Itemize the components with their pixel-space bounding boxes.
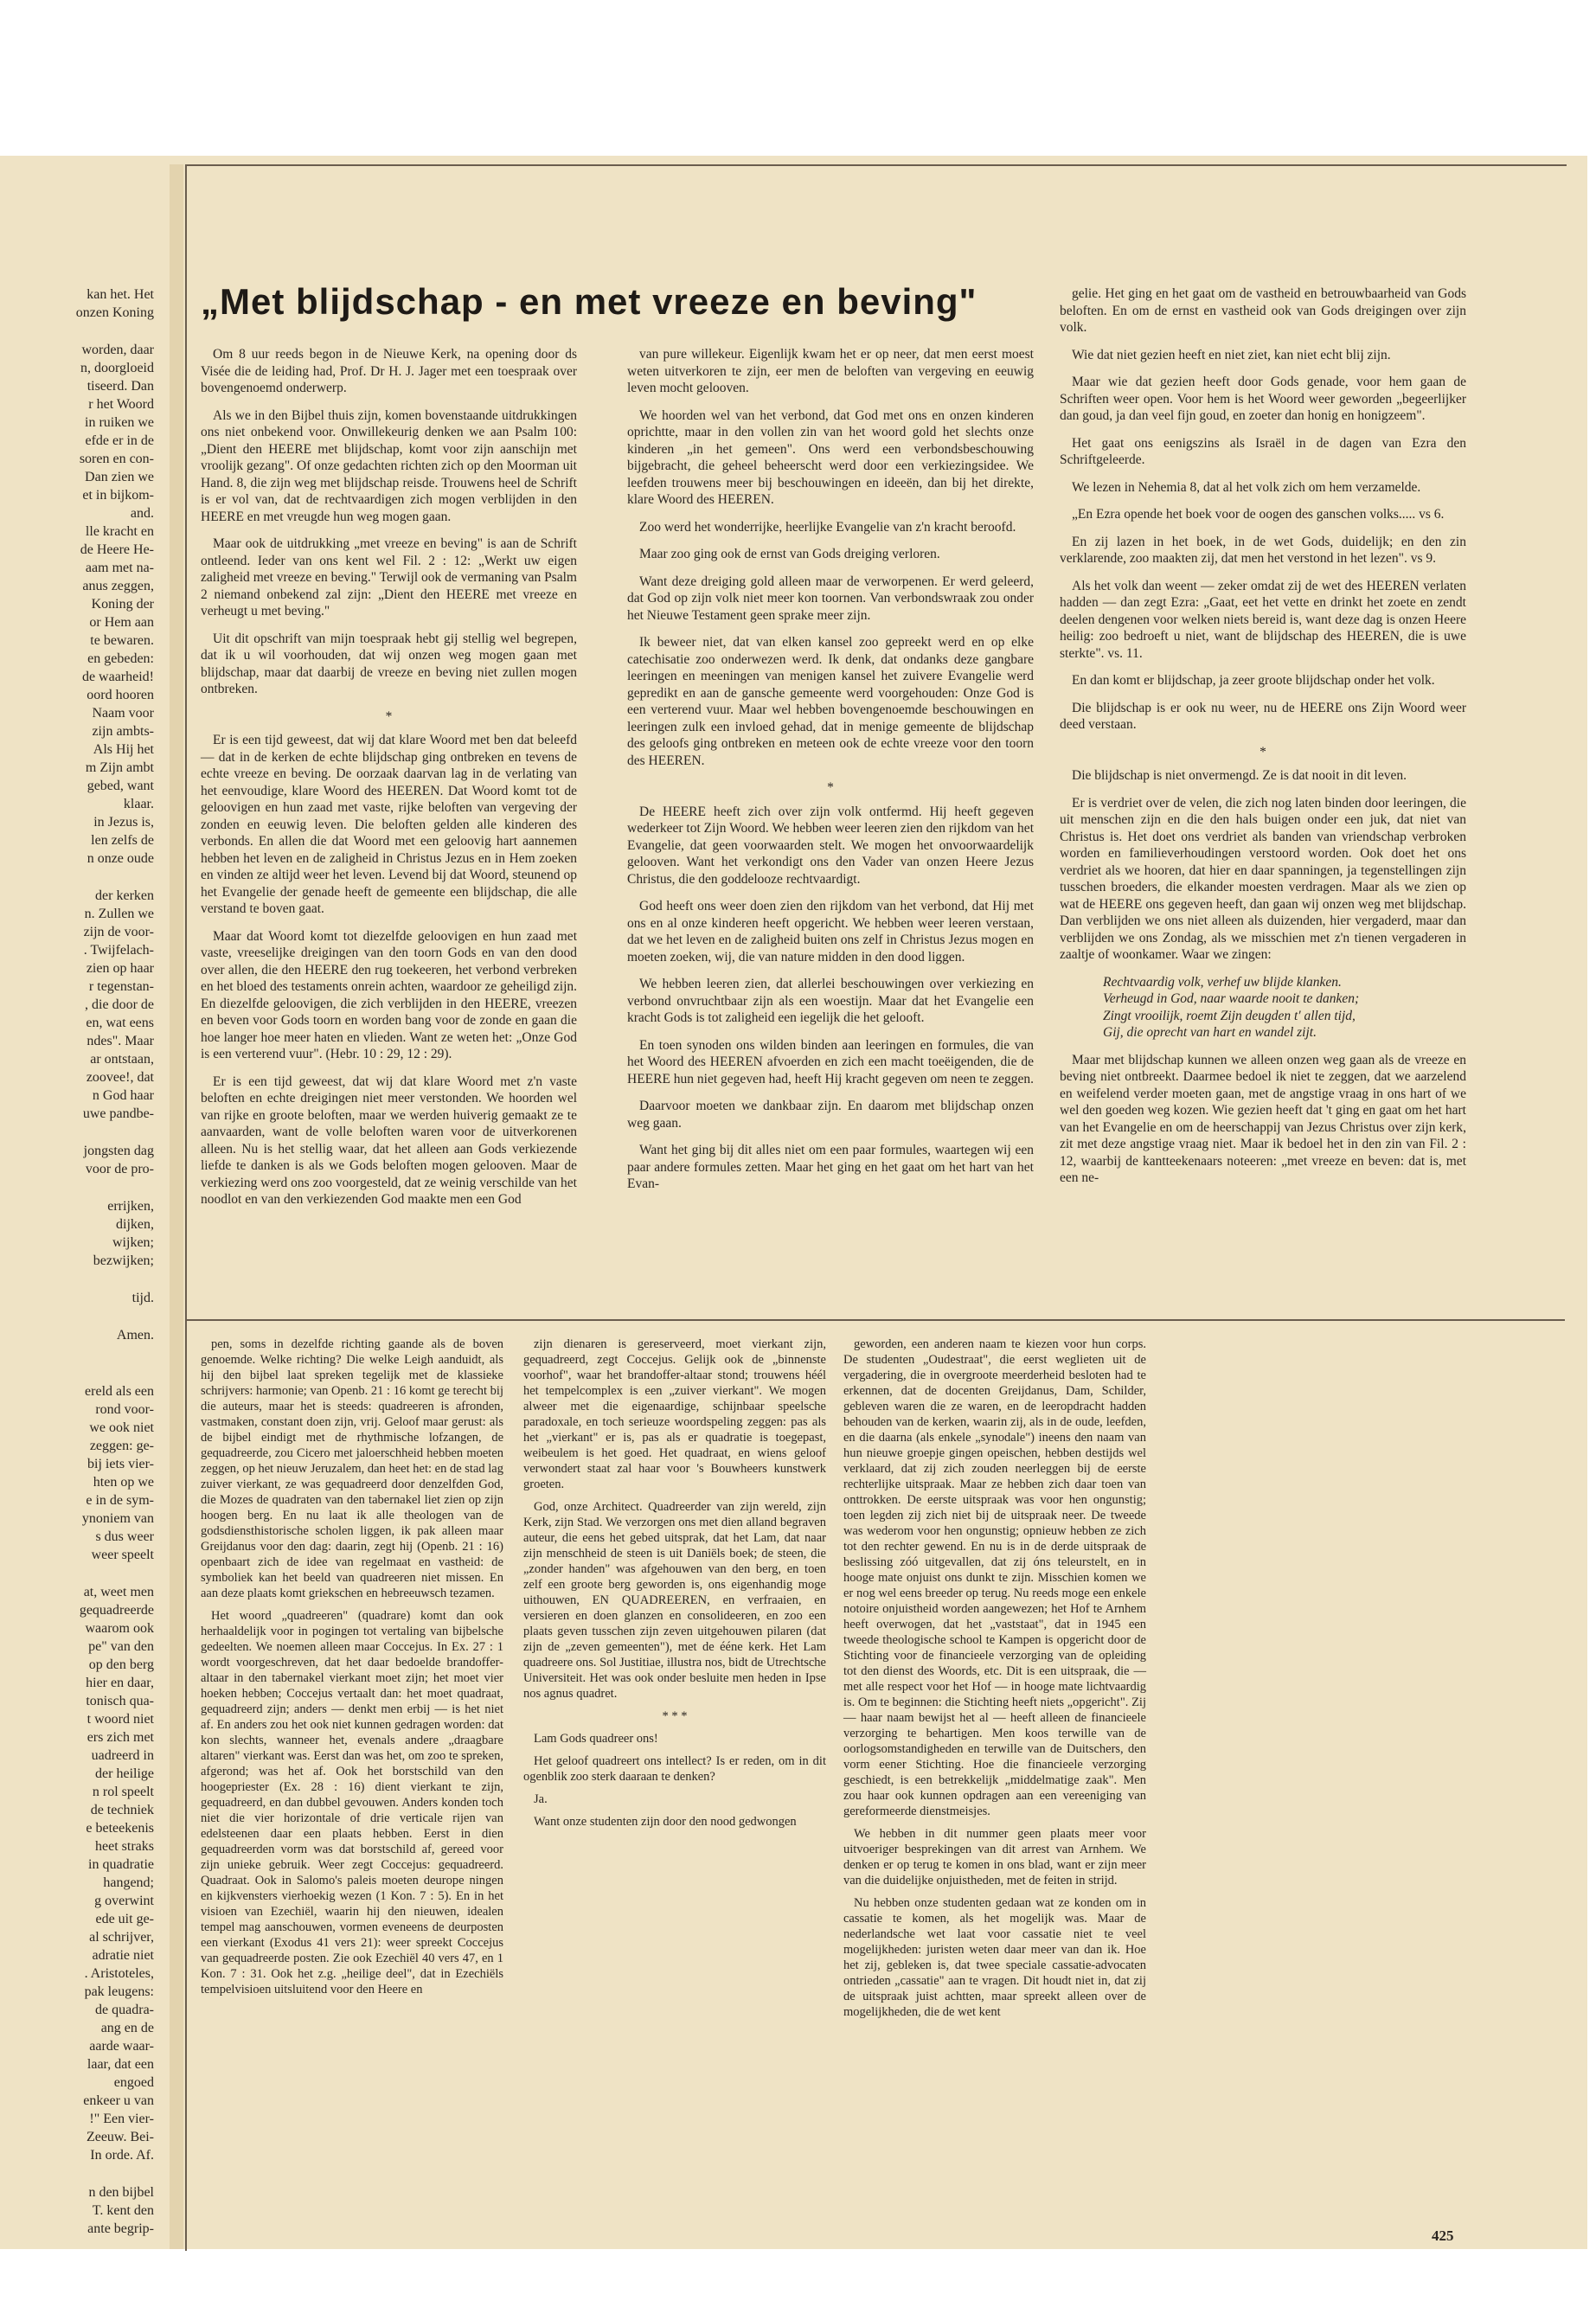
page-number: 425 — [1432, 2227, 1454, 2244]
paragraph: gelie. Het ging en het gaat om de vastheid en betrouwbaarheid van Gods beloften. En om de ernst en vastheid ook van Gods dreigingen over zijn volk. — [1060, 286, 1466, 335]
fragment-line: at, weet men — [83, 1585, 154, 1599]
fragment-line: Amen. — [116, 1328, 154, 1343]
fragment-line: we ook niet — [89, 1420, 154, 1435]
fragment-line: worden, daar — [81, 343, 154, 357]
fragment-line: pe" van den — [88, 1639, 154, 1654]
fragment-line: r tegenstan- — [88, 979, 154, 994]
fragment-line: errijken, — [107, 1199, 154, 1214]
section-separator: * * * — [662, 1709, 688, 1723]
section-separator: * — [385, 708, 393, 724]
fragment-line: voor de pro- — [85, 1162, 154, 1176]
fragment-line: n den bijbel — [88, 2185, 154, 2200]
fragment-line: ynoniem van — [81, 1511, 154, 1526]
paragraph: Lam Gods quadreer ons! — [534, 1732, 658, 1746]
fragment-line: jongsten dag — [83, 1144, 154, 1158]
fragment-line: e beteekenis — [86, 1821, 154, 1836]
fragment-line: in quadratie — [88, 1857, 154, 1872]
fragment-line: en, wat eens — [86, 1016, 154, 1030]
fragment-line: in ruiken we — [85, 415, 154, 430]
fragment-line: de quadra- — [95, 2003, 154, 2017]
paragraph: En dan komt er blijdschap, ja zeer groote blijdschap onder het volk. — [1072, 673, 1435, 688]
section-separator: * — [1259, 744, 1266, 760]
fragment-line: gequadreerde — [79, 1603, 154, 1618]
paragraph: We hebben leeren zien, dat allerlei beschouwingen over verkiezing en verbond onvruchtbaar zijn als een woestijn. Maar dat het Evangelie een kracht Gods is tot zaligheid een iegelijk die het gelooft. — [627, 977, 1034, 1025]
fragment-line: zoovee!, dat — [86, 1070, 154, 1085]
paragraph: Er is verdriet over de velen, die zich nog laten binden door leeringen, die uit menschen zijn en die den hals buigen onder een juk, dat niet van Christus is. Het doet ons verdriet als banden van vriendschap verbroken worden en familieverhoudingen verstoord worden. Ook doet het ons verdriet als we hooren, dat hier en daar spanningen, ja tegenstellingen zijn tusschen broeders, die elkander moesten verdragen. Maar als we zien op wat de HEERE ons gegeven heeft, dan gaan wij onzen weg met blijdschap. Dan verblijden we ons niet alleen als duizenden, hier vergaderd, maar dan verblijden we ons Zondag, als we misschien met z'n tienen vergaderen in zaaltje of woonkamer. Waar we zingen: — [1060, 795, 1466, 962]
article-column-2 — [627, 346, 1034, 1306]
fragment-line: wijken; — [112, 1235, 154, 1250]
fragment-gap — [0, 1307, 154, 1326]
paragraph: Om 8 uur reeds begon in de Nieuwe Kerk, na opening door ds Visée die de leiding had, Prof. Dr H. J. Jager met een toespraak over bovengenoemd onderwerp. — [201, 347, 577, 395]
fragment-line: in Jezus is, — [93, 815, 154, 830]
fragment-gap — [0, 868, 154, 887]
fragment-line: de Heere He- — [80, 542, 154, 557]
fragment-line: efde er in de — [85, 433, 154, 448]
fragment-line: soren en con- — [79, 452, 154, 466]
fragment-line: g overwint — [94, 1894, 154, 1908]
fragment-line: de waarheid! — [81, 670, 154, 684]
fragment-line: and. — [130, 506, 154, 521]
fragment-line: ers zich met — [87, 1730, 154, 1745]
fragment-line: bezwijken; — [93, 1253, 154, 1268]
fragment-line: . Aristoteles, — [84, 1966, 154, 1981]
fragment-line: weer speelt — [91, 1548, 154, 1562]
fragment-line: In orde. Af. — [90, 2148, 154, 2163]
fragment-line: r het Woord — [88, 397, 154, 412]
fragment-line: klaar. — [123, 797, 154, 811]
paragraph: pen, soms in dezelfde richting gaande als de boven genoemde. Welke richting? Die welke Leigh aanduidt, als hij den bijbel laat spreken tegelijk met de klassieke schrijvers: harmonie; van Openb. 21 : 16 komt ge terecht bij die auteurs, maar het is steeds: quadreeren is afronden, vastmaken, constant doen zijn, vrij. Geloof maar gerust: als de bijbel eindigt met de rhythmische lofzangen, de gequadreerde, zou Cicero met jaloerschheid hebben moeten zeggen, op het nieuw Jeruzalem, dan heet het: en de stad lag zuiver vierkant, ze was gequadreerd door denzelfden God, die Mozes de quadraten van den tabernakel liet zien op zijn hoogen berg. En nu laat ik alle theologen van de godsdiensthistorische scholen liggen, ik pak alleen maar Greijdanus voor den dag: daarin, zegt hij (Openb. 21 : 16) openbaart zich de idee van regelmaat en vastheid: de symboliek kan het beeld van quadreeren niet missen. En aan deze plaats komt griekschen en hebreeuwsch tezamen. — [201, 1337, 503, 1600]
fragment-line: tiseerd. Dan — [87, 379, 154, 394]
fragment-line: uwe pandbe- — [82, 1106, 154, 1121]
fragment-line: gebed, want — [87, 779, 154, 793]
fragment-line: ereld als een — [85, 1384, 154, 1399]
fragment-line: de techniek — [90, 1803, 154, 1817]
article-headline: „Met blijdschap - en met vreeze en beving" — [201, 281, 977, 322]
paragraph: God, onze Architect. Quadreerder van zijn wereld, zijn Kerk, zijn Stad. We verzorgen ons met dien alland begraven auteur, die eens het gebed uitsprak, dat het Lam, dat naar zijn menschheid de steen is uit Daniëls boek; de steen, die „zonder handen" was afgehouwen van den berg, en toen zelf een groote berg geworden is, ons eigenhandig moge uithouwen, EN QUADREEREN, en verfraaien, en versieren en doen glanzen en consolideeren, en zoo een plaats geven tusschen zijn zeven uitgehouwen pilaren (dat zijn de „zeven gemeenten"), met de ééne kerk. Het Lam quadreere ons. Sol Justitiae, illustra nos, bidt de Utrechtsche Universiteit. Het was ook onder besluite men heden in Ipse nos agnus quadret. — [523, 1500, 826, 1701]
paragraph: Het woord „quadreeren" (quadrare) komt dan ook herhaaldelijk voor in pogingen tot vertaling van bijbelsche gedeelten. We noemen alleen maar Coccejus. In Ex. 27 : 1 wordt voorgeschreven, dat het daar bedoelde brandoffer-altaar in den tabernakel vierkant moet zijn; het moet vier hoeken hebben; Coccejus vertaalt dan: het moet quadraat, gequadreerd zijn; anders — denkt men erbij — is het niet af. En anders zou het ook niet kunnen gedragen worden: dat kon slechts, wanneer het, evenals andere „draagbare altaren" vierkant was. Eerst dan was het, om zoo te spreken, afgerond; was het af. Ook het borstschild van den hoogepriester (Ex. 28 : 16) dient vierkant te zijn, gequadreerd, en dan dubbel gevouwen. Anders konden toch niet die vier horizontale of drie verticale rijen van edelsteenen daar een plaats hebben. Eerst in dien gequadreerden vorm was dat borstschild af, gereed voor zijn unieke gebruik. Weer zegt Coccejus: gequadreerd. Quadraat. Ook in Salomo's paleis moeten deurope ningen en kijkvensters vierhoekig wezen (1 Kon. 7 : 5). En in het visioen van Ezechiël, waarin hij den nieuwen, idealen tempel mag aanschouwen, vormen eveneens de deurposten een vierkant (Exodus 41 vers 21): weer spreekt Coccejus van gequadreerde posten. Zie ook Ezechiël 40 vers 47, en 1 Kon. 7 : 31. Ook het z.g. „heilige deel", dat in Ezechiëls tempelvisioen uitsluitend voor den Heere en — [201, 1609, 503, 1997]
paragraph: Er is een tijd geweest, dat wij dat klare Woord met z'n vaste beloften en echte dreigingen niet meer verstonden. We hoorden wel van rijke en groote beloften, maar we werden huiverig gemaakt ze te aanvaarden, want de volle beloften waren voor de uitverkorenen alleen. Nu is het stellig waar, dat het alleen aan Gods verkiezende liefde te danken is als we Gods beloften mogen gelooven. Maar de verkiezing werd ons zoo voorgesteld, dat ze weinig verschilde van het noodlot en van den verkiezenden God maakte men een God — [201, 1074, 577, 1207]
fragment-line: rond voor- — [95, 1402, 154, 1417]
fragment-line: der heilige — [95, 1766, 154, 1781]
fragment-line: engoed — [113, 2075, 154, 2090]
paragraph: De HEERE heeft zich over zijn volk ontfermd. Hij heeft gegeven wederkeer tot Zijn Woord. We hebben weer leeren zien den rijkdom van het Evangelie, dat geen voorwaarden stelt. We mogen het onvoorwaardelijk gelooven. Want het verkondigt ons den Vader van onzen Heere Jezus Christus, die den goddelooze rechtvaardigt. — [627, 804, 1034, 887]
fragment-line: n God haar — [92, 1088, 154, 1103]
fragment-line: kan het. Het — [87, 287, 154, 302]
paragraph: Daarvoor moeten we dankbaar zijn. En daarom met blijdschap onzen weg gaan. — [627, 1099, 1034, 1131]
fragment-line: Zeeuw. Bei- — [86, 2130, 154, 2144]
paragraph: Zoo werd het wonderrijke, heerlijke Evangelie van z'n kracht beroofd. — [639, 519, 1016, 535]
paragraph: We hebben in dit nummer geen plaats meer voor uitvoeriger besprekingen van dit arrest van Arnhem. We denken er op terug te komen in ons blad, want er zijn meer van die duidelijke onjuistheden, met de feiten in strijd. — [843, 1827, 1146, 1888]
fragment-line: tonisch qua- — [86, 1694, 154, 1708]
paragraph: Ja. — [534, 1792, 548, 1806]
fragment-line: . Twijfelach- — [83, 943, 154, 958]
fragment-line: hier en daar, — [86, 1676, 154, 1690]
paragraph: Maar ook de uitdrukking „met vreeze en beving" is aan de Schrift ontleend. Ieder van ons kent wel Fil. 2 : 12: „Werkt uw eigen zaligheid met vreeze en beving." Terwijl ook de vermaning van Psalm 2 niemand onbekend zal zijn: „Dient den HEERE met vreeze en verheugt u met beving." — [201, 536, 577, 619]
paragraph: Maar wie dat gezien heeft door Gods genade, voor hem gaan de Schriften weer open. Voor hem is het Woord weer geworden „begeerlijker dan goud, ja dan veel fijn goud, en zoeter dan honig en honigzeem". — [1060, 375, 1466, 423]
fragment-line: hten op we — [93, 1475, 154, 1490]
fragment-line: bij iets vier- — [87, 1457, 154, 1471]
fragment-line: Koning der — [91, 597, 154, 612]
fragment-line: aam met na- — [85, 561, 154, 575]
paragraph: En toen synoden ons wilden binden aan leeringen en formules, die van het Woord des HEEREN afvoerden en zich een macht toeëigenden, die de HEERE hun niet gegeven had, heeft Hij kracht gegeven om neen te zeggen. — [627, 1037, 1034, 1086]
paragraph: Want onze studenten zijn door den nood gedwongen — [534, 1815, 797, 1829]
paragraph: Als het volk dan weent — zeker omdat zij de wet des HEEREN verlaten hadden — dan zegt Ezra: „Gaat, eet het vette en drinkt het zoete en zendt deelen dengenen voor welken niets bereid is, want deze dag is onzen Heere heilig: zoo bedroeft u niet, want de blijdschap des HEEREN, die is uwe sterkte". vs. 11. — [1060, 578, 1466, 661]
fragment-line: zeggen: ge- — [89, 1439, 154, 1453]
fragment-line: enkeer u van — [83, 2093, 154, 2108]
lower-column-1 — [201, 1336, 503, 2150]
fragment-line: ar ontstaan, — [90, 1052, 154, 1067]
fragment-line: et in bijkom- — [82, 488, 154, 503]
fragment-gap — [0, 1178, 154, 1197]
psalm-verse-line: Verheugd in God, naar waarde nooit te danken; — [1103, 991, 1360, 1006]
fragment-line: der kerken — [95, 888, 154, 903]
paragraph: Uit dit opschrift van mijn toespraak hebt gij stellig wel begrepen, dat ik u wil voorhouden, dat wij onzen weg mogen gaan met blijdschap, maar dat daarbij de vreeze en beving niet zullen mogen ontbreken. — [201, 631, 577, 696]
paragraph: „En Ezra opende het boek voor de oogen des ganschen volks..... vs 6. — [1072, 507, 1445, 522]
fragment-line: zijn ambts- — [92, 724, 154, 739]
fragment-line: n onze oude — [87, 851, 154, 866]
fragment-line: zien op haar — [86, 961, 154, 976]
fragment-gap — [0, 1123, 154, 1142]
lower-column-3 — [843, 1336, 1146, 2150]
paragraph: Het gaat ons eenigszins als Israël in de dagen van Ezra den Schriftgeleerde. — [1060, 435, 1466, 467]
fragment-line: m Zijn ambt — [85, 760, 154, 775]
paragraph: Nu hebben onze studenten gedaan wat ze konden om in cassatie te komen, als het mogelijk was. Maar de nederlandsche wet laat voor cassatie niet te veel mogelijkheden: juristen weten daar meer van dan ik. Hoe het zij, gebleken is, dat twee speciale cassatie-advocaten ontrieden „cassatie" aan te vragen. Dit houdt niet in, dat zij de uitspraak juist achtten, maar spreekt alleen over de mogelijkheden, die de wet kent — [843, 1896, 1146, 2019]
paragraph: Het geloof quadreert ons intellect? Is er reden, om in dit ogenblik zoo sterk daaraan te denken? — [523, 1754, 826, 1784]
paragraph: Ik beweer niet, dat van elken kansel zoo gepreekt werd en op elke catechisatie zoo onderwezen werd. Ik denk, dat ondanks deze gangbare leeringen en meeningen van menigen kansel het zuivere Evangelie werd gepredikt en aan de gansche gemeente werd voorgehouden: Onze God is een verterend vuur. Maar wel hebben bovengenoemde beschouwingen en leeringen zulk een invloed gehad, dat in menige gemeente de blijdschap des geloofs ging ontbreken en meteen ook de echte vreeze voor den toorn des HEEREN. — [627, 635, 1034, 768]
fragment-line: lle kracht en — [85, 524, 154, 539]
fragment-gap — [0, 1564, 154, 1583]
section-separator: * — [827, 780, 834, 795]
fragment-line: e in de sym- — [86, 1493, 154, 1508]
fragment-line: !" Een vier- — [89, 2112, 154, 2126]
fragment-line: ndes". Maar — [87, 1034, 154, 1048]
fragment-line: t woord niet — [87, 1712, 154, 1727]
paragraph: En zij lazen in het boek, in de wet Gods, duidelijk; en den zin verklarende, zoo maakten zij, dat men het verstond in het lezen". vs 9. — [1060, 534, 1466, 566]
fragment-line: s dus weer — [95, 1529, 154, 1544]
fragment-gap — [0, 2164, 154, 2183]
paragraph: Wie dat niet gezien heeft en niet ziet, kan niet echt blij zijn. — [1072, 347, 1391, 362]
paragraph: Er is een tijd geweest, dat wij dat klare Woord met ben dat beleefd — dat in de kerken de echte blijdschap ging ontbreken en tevens de echte vreeze en beving. De oorzaak daarvan lag in de verlating van het eenvoudige, klare Woord des HEEREN. Dat Woord komt tot de geloovigen en hun zaad met vaste, rijke beloften van vergeving der zonden en eeuwig leven. Die beloften gelden alle kinderen des verbonds. En allen die dat Woord met een geloovig hart aannemen hebben het leven en de zaligheid in Christus Jezus en in Hem zoeken en vinden ze altijd weer het leven. Levend bij dat Woord, steunend op het Evangelie der genade heeft de gemeente een blijdschap, die alle verstand te boven gaat. — [201, 733, 577, 916]
paragraph: We lezen in Nehemia 8, dat al het volk zich om hem verzamelde. — [1072, 479, 1421, 495]
fragment-line: oord hooren — [87, 688, 154, 702]
fragment-gap — [0, 1270, 154, 1289]
article-column-1 — [201, 346, 577, 1306]
paragraph: God heeft ons weer doen zien den rijkdom van het verbond, dat Hij met ons en al onze kinderen heeft opgericht. We hebben weer leeren verstaan, dat we het leven en de zaligheid buiten ons zelf in Christus Jezus mogen en moeten zoeken, wij, die van nature midden in den dood liggen. — [627, 899, 1034, 965]
paragraph: Die blijdschap is er ook nu weer, nu de HEERE ons Zijn Woord weer deed verstaan. — [1060, 700, 1466, 732]
fragment-line: aarde waar- — [89, 2039, 154, 2054]
fragment-line: anus zeggen, — [82, 579, 154, 593]
fragment-line: ante begrip- — [87, 2221, 154, 2236]
page-gutter — [170, 164, 183, 2249]
fragment-line: ang en de — [100, 2021, 154, 2035]
article-column-3 — [1060, 285, 1466, 1306]
fragment-line: waarom ook — [85, 1621, 154, 1636]
fragment-line: n, doorgloeid — [80, 361, 154, 375]
paragraph: Maar met blijdschap kunnen we alleen onzen weg gaan als de vreeze en beving niet ontbreekt. Daarmee bedoel ik niet te zeggen, dat we aarzelend en weifelend verder moeten gaan, met de angstige vraag in ons hart of we wel den goeden weg kozen. Wie gezien heeft dat 't ging en gaat om het hart van het Evangelie en om de heerschappij van Jezus Christus over zijn kerk, zit met deze angstige vraag niet. Maar ik bedoel het in den zin van Fil. 2 : 12, waarbij de kantteekenaars noteeren: „met vreeze en beven: dat is, met een ne- — [1060, 1052, 1466, 1185]
fragment-line: Dan zien we — [85, 470, 154, 484]
paragraph: Want deze dreiging gold alleen maar de verworpenen. Er werd geleerd, dat God op zijn volk niet meer kon toornen. Van verbondswraak zou onder het Nieuwe Testament geen sprake meer zijn. — [627, 574, 1034, 623]
fragment-line: zijn de voor- — [83, 925, 154, 939]
fragment-line: op den berg — [88, 1657, 154, 1672]
fragment-line: tijd. — [131, 1291, 154, 1305]
fragment-line: al schrijver, — [89, 1930, 154, 1945]
fragment-line: en gebeden: — [87, 651, 154, 666]
fragment-line: laar, dat een — [87, 2057, 154, 2072]
paragraph: zijn dienaren is gereserveerd, moet vierkant zijn, gequadreerd, zegt Coccejus. Gelijk ook de „binnenste voorhof", waar het brandoffer-altaar stond; trouwens héél het tempelcomplex is een „zuiver vierkant". We mogen alweer met die eigenaardige, schijnbaar speelsche paradoxale, en toch serieuze woordspeling zeggen: pas als het „vierkant" er is, pas als er quadratie is toegepast, weibeulem is het goed. Het quadraat, en wiens geloof verwondert staat zal haar voor 's Bouwheers kunstwerk groeten. — [523, 1337, 826, 1491]
psalm-verse-line: Rechtvaardig volk, verhef uw blijde klanken. — [1103, 974, 1342, 990]
adjacent-page-fragment — [0, 285, 154, 2236]
paragraph: geworden, een anderen naam te kiezen voor hun corps. De studenten „Oudestraat", die eerst weglieten uit de vergadering, die in overgroote meerderheid besloten had te erkennen, dat de docenten Greijdanus, Dam, Schilder, gebleven waren die ze waren, en de leeropdracht hadden behouden van de kerken, waarin zij, als in de oude, leefden, en die daarna (als enkele „synodale") ineens den naam van hun nieuwe groepje gingen opeischen, hebben destijds wel verklaard, dat zij zich zouden neerleggen bij de eerste rechterlijke uitspraak. Maar ze hebben zich daar toen van onttrokken. De eerste uitspraak was voor hen ongunstig; toen legden zij zich niet bij de uitspraak neer. De tweede was wederom voor hen ongunstig; opnieuw hebben ze zich tot den rechter gewend. En nu is in de derde uitspraak de beslissing zóó uitgevallen, dat zij óns teleurstelt, en in hooge mate onjuist ons dunkt te zijn. Misschien komen we er nog wel eens breeder op terug. Nu reeds moge een enkele notoire onjuistheid worden aangewezen; het Hof te Arnhem heeft overwogen, dat het „vaststaat", dat in 1945 een tweede theologische school te Kampen is opgericht door de Stichting voor de financieele verzorging van de opleiding tot den dienst des Woords, etc. Dit is een uitspraak, die — met alle respect voor het Hof — in hooge mate lichtvaardig is. Om te beginnen: die Stichting heeft niets „opgericht". Zij — haar naam bewijst het al — heeft alleen de financieele verzorging te behartigen. Men koos terwille van de oorlogsomstandigheden en terwille van de Duitschers, den vorm eener Stichting. Hoe die financieele verzorging geschiedt, is een betrekkelijk „middelmatige zaak". Men zou haar ook kunnen opdragen aan een vereeniging van gereformeerde dienstmeisjes. — [843, 1337, 1146, 1818]
fragment-line: te bewaren. — [90, 633, 154, 648]
fragment-line: Als Hij het — [93, 742, 154, 757]
paragraph: We hoorden wel van het verbond, dat God met ons en onzen kinderen oprichtte, maar in den vollen zin van het woord gold het slechts onze kinderen „in het gemeen". Ons werd een verbondsbeschouwing bijgebracht, die geheel beheerscht werd door een verkiezingsidee. We leefden trouwens meer bij beschouwingen en ideeën, dan bij het direkte, klare Woord des HEEREN. — [627, 407, 1034, 507]
psalm-verse-line: Gij, die oprecht van hart en wandel zijt. — [1103, 1025, 1317, 1040]
paragraph: van pure willekeur. Eigenlijk kwam het er op neer, dat men eerst moest weten uitverkoren te zijn, eer men de beloften van vergeving en eeuwig leven mocht gelooven. — [627, 347, 1034, 395]
fragment-line: adratie niet — [92, 1948, 154, 1963]
fragment-line: onzen Koning — [75, 305, 154, 320]
paragraph: Maar dat Woord komt tot diezelfde geloovigen en hun zaad met vaste, vreeselijke dreigingen van den toorn Gods en van den dood over allen, die den HEERE den rug toekeeren, het verbond verbreken en het bloed des testaments onrein achten, waardoor ze geheiligd zijn. En diezelfde geloovigen, die zich verblijden in den HEERE, vreezen en beven voor Gods toorn en worden bang voor de zonde en gaan die hoe langer hoe meer haten en vlieden. Want ze weten het: „Onze God is een verterend vuur". (Hebr. 10 : 29, 12 : 29). — [201, 928, 577, 1061]
fragment-gap — [0, 1344, 154, 1363]
fragment-line: heet straks — [95, 1839, 154, 1854]
fragment-gap — [0, 1363, 154, 1382]
psalm-verse-line: Zingt vrooilijk, roemt Zijn deugden t' allen tijd, — [1103, 1008, 1356, 1023]
fragment-gap — [0, 322, 154, 341]
fragment-line: or Hem aan — [89, 615, 154, 630]
fragment-line: uadreerd in — [91, 1748, 154, 1763]
paragraph: Als we in den Bijbel thuis zijn, komen bovenstaande uitdrukkingen ons niet onbekend voor. Onwillekeurig denken we aan Psalm 100: „Dient den HEERE met blijdschap, komt voor zijn aanschijn met vroolijk gezang". Of onze gedachten richten zich op den Moorman uit Hand. 8, die zijn weg met blijdschap reisde. Trouwens heel de Schrift is er vol van, dat de rechtvaardigen zich mogen verblijden in den HEERE en met vreugde hun weg mogen gaan. — [201, 407, 577, 524]
paragraph: Die blijdschap is niet onvermengd. Ze is dat nooit in dit leven. — [1072, 768, 1407, 783]
fragment-line: pak leugens: — [84, 1984, 154, 1999]
paragraph: Want het ging bij dit alles niet om een paar formules, waartegen wij een paar andere formules zetten. Maar het ging en het gaat om het hart van het Evan- — [627, 1143, 1034, 1191]
fragment-line: hangend; — [103, 1875, 154, 1890]
fragment-line: dijken, — [116, 1217, 154, 1232]
fragment-line: T. kent den — [92, 2203, 154, 2218]
fragment-line: , die door de — [85, 997, 154, 1012]
fragment-line: n. Zullen we — [84, 907, 154, 921]
fragment-line: n rol speelt — [92, 1785, 154, 1799]
paragraph: Maar zoo ging ook de ernst van Gods dreiging verloren. — [639, 547, 940, 561]
fragment-line: Naam voor — [92, 706, 154, 721]
lower-column-2 — [523, 1336, 826, 2150]
fragment-line: ede uit ge- — [95, 1912, 154, 1926]
fragment-line: len zelfs de — [91, 833, 154, 848]
section-divider — [185, 1319, 1565, 1321]
